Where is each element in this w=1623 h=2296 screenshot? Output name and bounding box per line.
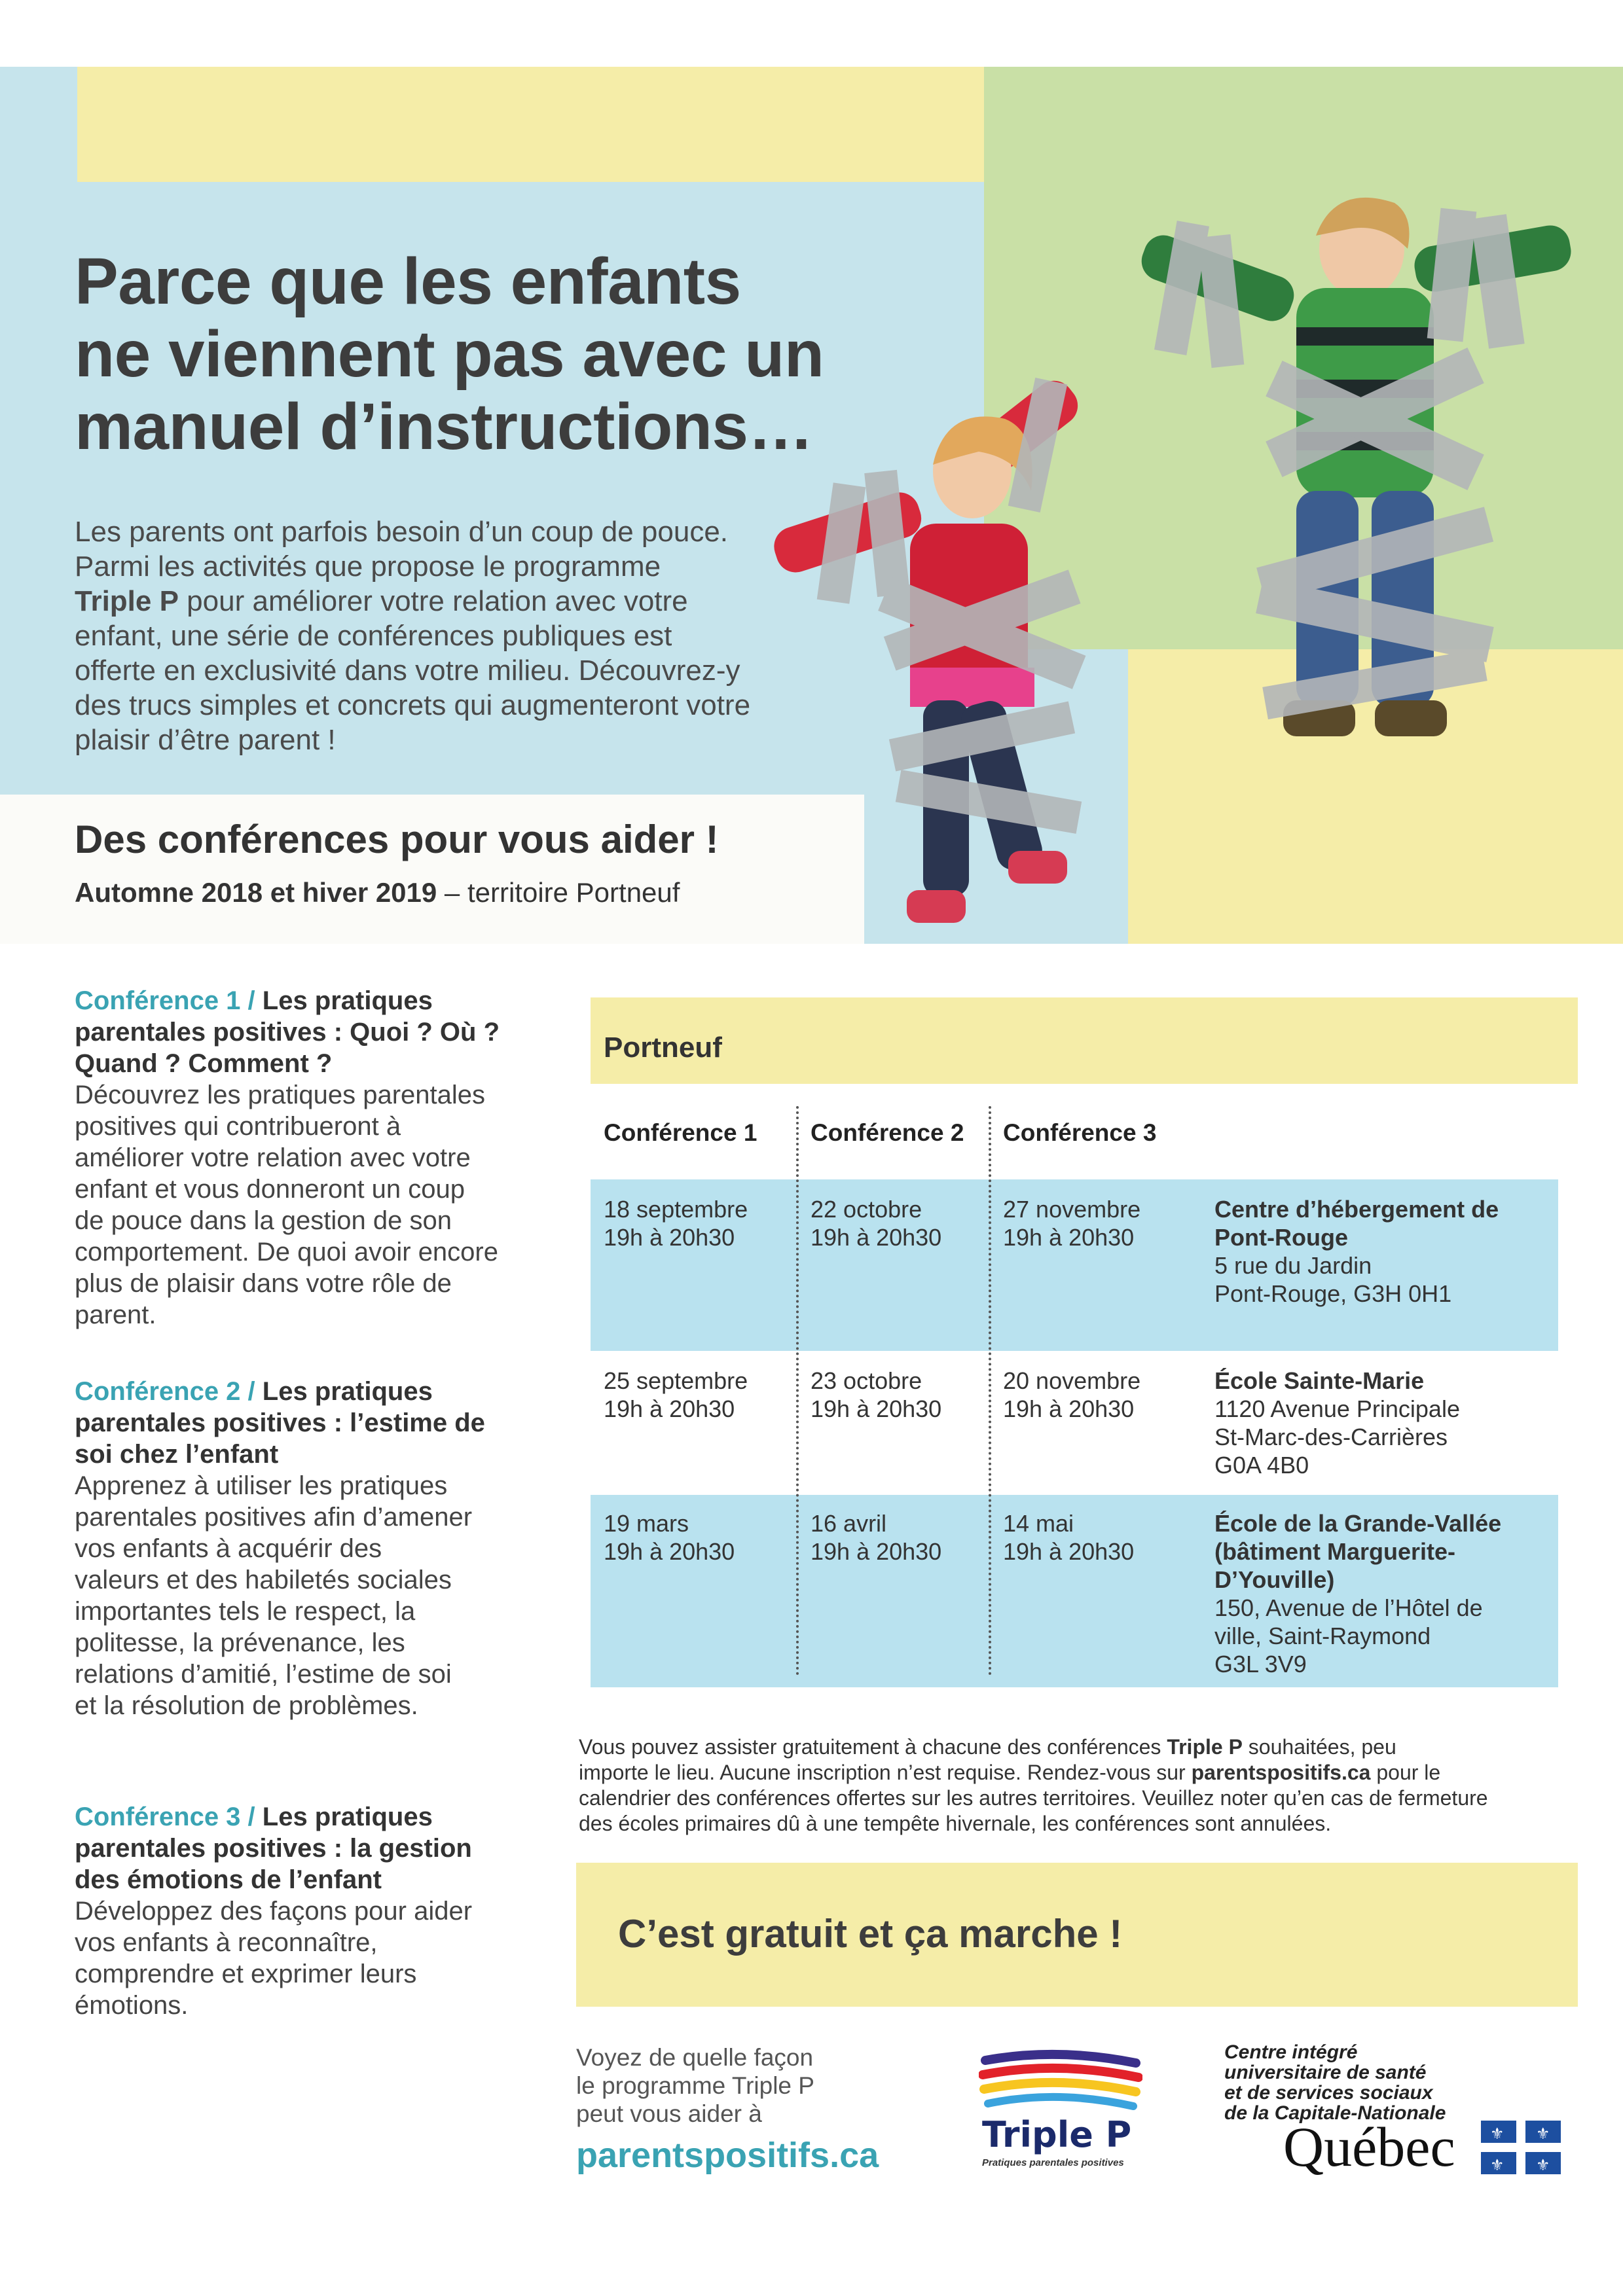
headline-line-3: manuel d’instructions… bbox=[75, 390, 814, 463]
conference-title-line: parentales positives : l’estime de bbox=[75, 1408, 485, 1437]
conference-1-block bbox=[75, 985, 546, 1331]
note-text: Vous pouvez assister gratuitement à chacune des conférences bbox=[579, 1735, 1167, 1759]
cell-date: 16 avril bbox=[811, 1510, 887, 1537]
cell-date: 19 mars bbox=[604, 1510, 689, 1537]
cell-date: 23 octobre bbox=[811, 1367, 922, 1394]
conference-desc-line: émotions. bbox=[75, 1991, 189, 2020]
quebec-flag-icon bbox=[1481, 2121, 1561, 2174]
location-address: G3L 3V9 bbox=[1214, 1651, 1307, 1677]
location-address: 5 rue du Jardin bbox=[1214, 1252, 1372, 1279]
column-header-conference-1: Conférence 1 bbox=[604, 1119, 757, 1146]
conference-3-block bbox=[75, 1801, 546, 2021]
conference-desc-line: comportement. De quoi avoir encore bbox=[75, 1238, 498, 1266]
conference-desc-line: relations d’amitié, l’estime de soi bbox=[75, 1660, 452, 1689]
cell-time: 19h à 20h30 bbox=[811, 1538, 942, 1565]
column-divider bbox=[989, 1106, 991, 1676]
column-header-conference-2: Conférence 2 bbox=[811, 1119, 964, 1146]
conference-desc-line: importantes tels le respect, la bbox=[75, 1597, 416, 1626]
conference-desc-line: valeurs et des habiletés sociales bbox=[75, 1566, 452, 1594]
intro-line: Les parents ont parfois besoin d’un coup de pouce. bbox=[75, 516, 729, 548]
location-name: (bâtiment Marguerite- bbox=[1214, 1538, 1456, 1565]
note-text: pour le bbox=[1370, 1761, 1441, 1784]
location-address: ville, Saint-Raymond bbox=[1214, 1623, 1431, 1649]
conference-title-part: Les pratiques bbox=[255, 986, 433, 1015]
intro-paragraph bbox=[75, 514, 795, 757]
conference-title-line: parentales positives : la gestion bbox=[75, 1834, 472, 1863]
schedule-location bbox=[1214, 1509, 1501, 1678]
conference-desc-line: de pouce dans la gestion de son bbox=[75, 1206, 452, 1235]
conference-2-block bbox=[75, 1376, 546, 1721]
cisss-line: universitaire de santé bbox=[1224, 2062, 1427, 2083]
conference-1-title bbox=[75, 985, 546, 1016]
intro-line: Parmi les activités que propose le programme bbox=[75, 550, 661, 583]
intro-line: plaisir d’être parent ! bbox=[75, 724, 336, 756]
bg-blue-left-strip bbox=[0, 67, 77, 182]
cell-date: 14 mai bbox=[1003, 1510, 1074, 1537]
website-link[interactable]: parentspositifs.ca bbox=[576, 2136, 879, 2175]
triple-p-logo-tagline: Pratiques parentales positives bbox=[982, 2157, 1124, 2168]
location-address: 150, Avenue de l’Hôtel de bbox=[1214, 1594, 1483, 1621]
conference-desc-line: politesse, la prévenance, les bbox=[75, 1628, 405, 1657]
cell-date: 18 septembre bbox=[604, 1196, 748, 1223]
footer-line: Voyez de quelle façon bbox=[576, 2044, 814, 2071]
cisss-line: Centre intégré bbox=[1224, 2041, 1358, 2063]
conference-desc-line: Développez des façons pour aider bbox=[75, 1897, 473, 1926]
schedule-cell bbox=[811, 1509, 941, 1566]
section-title: Des conférences pour vous aider ! bbox=[75, 817, 719, 861]
triple-p-logo-text: Triple P bbox=[982, 2114, 1132, 2155]
conference-3-title bbox=[75, 1801, 546, 1833]
conference-desc-line: vos enfants à acquérir des bbox=[75, 1534, 382, 1563]
schedule-location bbox=[1214, 1367, 1460, 1479]
season-label: Automne 2018 et hiver 2019 bbox=[75, 877, 437, 908]
cell-date: 20 novembre bbox=[1003, 1367, 1141, 1394]
intro-line: offerte en exclusivité dans votre milieu. Découvrez-y bbox=[75, 655, 740, 687]
bg-yellow-top bbox=[77, 67, 984, 182]
location-name: École de la Grande-Vallée bbox=[1214, 1510, 1502, 1537]
quebec-wordmark: Québec bbox=[1283, 2115, 1455, 2178]
schedule-cell bbox=[1003, 1367, 1140, 1423]
location-address: 1120 Avenue Principale bbox=[1214, 1395, 1460, 1422]
conference-label: Conférence 2 / bbox=[75, 1377, 255, 1406]
note-text: souhaitées, peu bbox=[1242, 1735, 1396, 1759]
cell-date: 22 octobre bbox=[811, 1196, 922, 1223]
cell-time: 19h à 20h30 bbox=[1003, 1224, 1135, 1251]
cell-time: 19h à 20h30 bbox=[1003, 1395, 1135, 1422]
note-line: des écoles primaires dû à une tempête hivernale, les conférences sont annulées. bbox=[579, 1812, 1332, 1835]
column-header-conference-3: Conférence 3 bbox=[1003, 1119, 1157, 1146]
location-name: Pont-Rouge bbox=[1214, 1224, 1348, 1251]
cell-date: 25 septembre bbox=[604, 1367, 748, 1394]
intro-line: des trucs simples et concrets qui augmenteront votre bbox=[75, 689, 751, 721]
schedule-header-band bbox=[591, 997, 1578, 1084]
footer-line: le programme Triple P bbox=[576, 2072, 814, 2099]
schedule-region-label: Portneuf bbox=[604, 1031, 722, 1064]
conference-title-line: soi chez l’enfant bbox=[75, 1440, 279, 1469]
cell-time: 19h à 20h30 bbox=[811, 1224, 942, 1251]
conference-desc-line: parent. bbox=[75, 1300, 156, 1329]
schedule-cell bbox=[604, 1195, 748, 1251]
conference-title-line: parentales positives : Quoi ? Où ? bbox=[75, 1018, 500, 1047]
tagline: C’est gratuit et ça marche ! bbox=[618, 1912, 1123, 1956]
headline-line-2: ne viennent pas avec un bbox=[75, 317, 824, 391]
footer-text bbox=[576, 2043, 814, 2128]
conference-desc-line: enfant et vous donneront un coup bbox=[75, 1175, 465, 1204]
svg-text:⚜: ⚜ bbox=[1536, 2125, 1550, 2143]
location-name: D’Youville) bbox=[1214, 1566, 1335, 1593]
triple-p-bold: Triple P bbox=[75, 585, 179, 617]
intro-line: enfant, une série de conférences publiques est bbox=[75, 620, 672, 652]
conference-desc-line: plus de plaisir dans votre rôle de bbox=[75, 1269, 452, 1298]
conference-desc-line: Apprenez à utiliser les pratiques bbox=[75, 1471, 448, 1500]
headline-line-1: Parce que les enfants bbox=[75, 245, 741, 318]
conference-title-part: Les pratiques bbox=[255, 1803, 433, 1831]
cell-time: 19h à 20h30 bbox=[604, 1395, 735, 1422]
note-link[interactable]: parentspositifs.ca bbox=[1191, 1761, 1371, 1784]
conference-desc-line: vos enfants à reconnaître, bbox=[75, 1928, 378, 1957]
note-line: calendrier des conférences offertes sur les autres territoires. Veuillez noter qu’en cas de fermeture bbox=[579, 1786, 1488, 1810]
location-name: École Sainte-Marie bbox=[1214, 1367, 1425, 1394]
territory-label: – territoire Portneuf bbox=[437, 877, 680, 908]
conference-desc-line: parentales positives afin d’amener bbox=[75, 1503, 473, 1532]
info-note bbox=[579, 1734, 1574, 1837]
conference-desc-line: Découvrez les pratiques parentales bbox=[75, 1081, 486, 1109]
conference-2-title bbox=[75, 1376, 546, 1407]
intro-line bbox=[75, 584, 795, 619]
conference-title-part: Les pratiques bbox=[255, 1377, 433, 1406]
cell-time: 19h à 20h30 bbox=[604, 1538, 735, 1565]
svg-text:⚜: ⚜ bbox=[1490, 2125, 1504, 2143]
schedule-cell bbox=[811, 1367, 941, 1423]
cell-time: 19h à 20h30 bbox=[811, 1395, 942, 1422]
column-divider bbox=[796, 1106, 799, 1676]
cisss-line: de la Capitale-Nationale bbox=[1224, 2102, 1446, 2124]
note-bold: Triple P bbox=[1167, 1735, 1243, 1759]
schedule-cell bbox=[604, 1509, 735, 1566]
conference-desc-line: améliorer votre relation avec votre bbox=[75, 1143, 471, 1172]
footer-line: peut vous aider à bbox=[576, 2100, 762, 2127]
location-address: G0A 4B0 bbox=[1214, 1452, 1309, 1479]
note-line bbox=[579, 1734, 1574, 1760]
intro-line-rest: pour améliorer votre relation avec votre bbox=[178, 585, 688, 617]
note-line bbox=[579, 1760, 1574, 1785]
schedule-cell bbox=[811, 1195, 941, 1251]
location-name: Centre d’hébergement de bbox=[1214, 1196, 1499, 1223]
section-subtitle bbox=[75, 877, 680, 908]
cell-date: 27 novembre bbox=[1003, 1196, 1141, 1223]
schedule-cell bbox=[1003, 1195, 1140, 1251]
cell-time: 19h à 20h30 bbox=[1003, 1538, 1135, 1565]
conference-label: Conférence 1 / bbox=[75, 986, 255, 1015]
conference-desc-line: comprendre et exprimer leurs bbox=[75, 1960, 417, 1988]
conference-desc-line: et la résolution de problèmes. bbox=[75, 1691, 418, 1720]
svg-text:⚜: ⚜ bbox=[1536, 2156, 1550, 2174]
schedule-location bbox=[1214, 1195, 1499, 1308]
cisss-line: et de services sociaux bbox=[1224, 2082, 1433, 2104]
note-text: importe le lieu. Aucune inscription n’est requise. Rendez-vous sur bbox=[579, 1761, 1192, 1784]
headline bbox=[75, 245, 926, 463]
cisss-label bbox=[1224, 2042, 1446, 2123]
conference-desc-line: positives qui contribueront à bbox=[75, 1112, 401, 1141]
cell-time: 19h à 20h30 bbox=[604, 1224, 735, 1251]
conference-title-line: Quand ? Comment ? bbox=[75, 1049, 333, 1078]
location-address: Pont-Rouge, G3H 0H1 bbox=[1214, 1280, 1452, 1307]
conference-label: Conférence 3 / bbox=[75, 1803, 255, 1831]
triple-p-logo-stripes-icon bbox=[979, 2049, 1142, 2114]
schedule-cell bbox=[604, 1367, 748, 1423]
location-address: St-Marc-des-Carrières bbox=[1214, 1424, 1448, 1450]
schedule-cell bbox=[1003, 1509, 1134, 1566]
conference-title-line: des émotions de l’enfant bbox=[75, 1865, 382, 1894]
svg-text:⚜: ⚜ bbox=[1490, 2156, 1504, 2174]
